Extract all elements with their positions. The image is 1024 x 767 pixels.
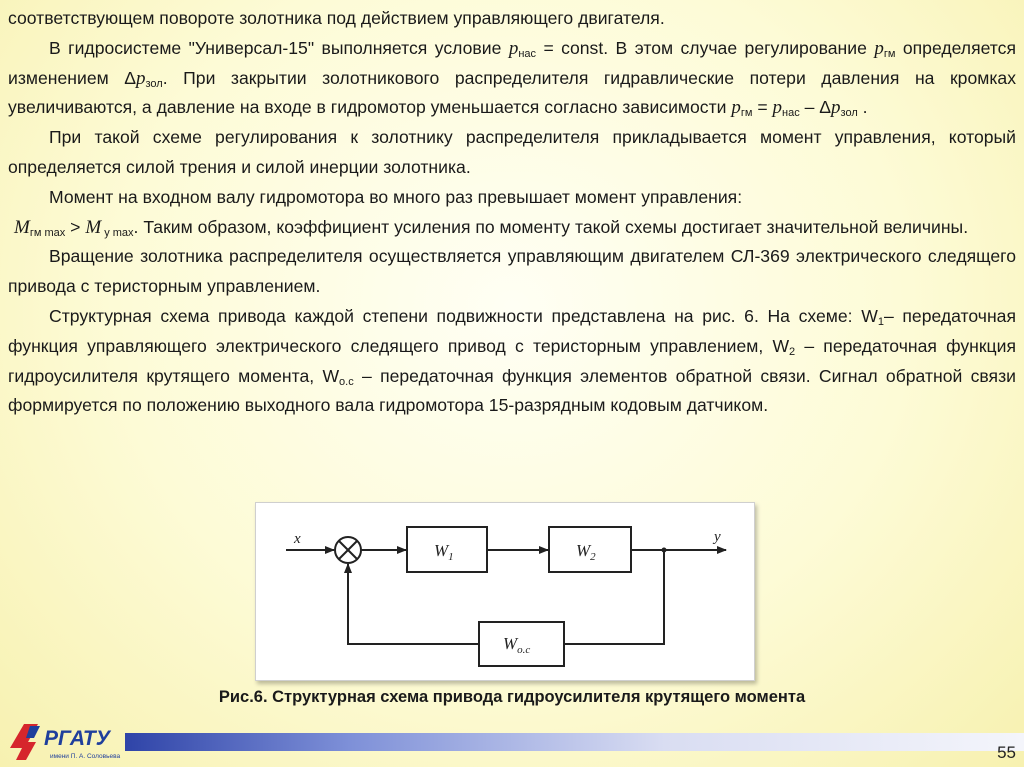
feedback-line-b bbox=[348, 564, 479, 644]
body-text bbox=[8, 4, 1016, 421]
footer-gradient-bar bbox=[125, 733, 1024, 751]
block-w1-label: $W_1$ bbox=[434, 541, 454, 563]
paragraph-5: $М_{гм max} > М$ $_{у max}$. Таким образом, коэффициент усиления по моменту такой схемы достигает значительной величины. bbox=[14, 216, 969, 239]
paragraph-1: соответствующем повороте золотника под действием управляющего двигателя. bbox=[8, 8, 665, 28]
figure-caption: Рис.6. Структурная схема привода гидроусилителя крутящего момента bbox=[218, 688, 806, 706]
block-w2-label: $W_2$ bbox=[576, 541, 596, 563]
output-label: y bbox=[714, 529, 721, 545]
paragraph-2: В гидросистеме "Универсал-15" выполняется условие $р_{нас}$ = const. В этом случае регулирование $р_{гм}$ определяется изменением $\Delta р_{зол}$. При закрытии золотникового распределителя гидравлические потери давления на кромках увеличиваются, а давление на входе в гидромотор уменьшается согласно зависимости $р_{гм} = р_{нас} - \Delta р_{зол}$ . bbox=[8, 37, 1017, 120]
paragraph-3: При такой схеме регулирования к золотнику распределителя прикладывается момент управления, который определяется силой трения и силой инерции золотника. bbox=[8, 127, 1016, 177]
page-number: 55 bbox=[997, 743, 1016, 762]
logo-text: РГАТУ bbox=[44, 727, 110, 750]
paragraph-6: Вращение золотника распределителя осуществляется управляющим двигателем СЛ-369 электрического следящего привода с теристорным управлением. bbox=[8, 246, 1016, 297]
paragraph-7: Структурная схема привода каждой степени подвижности представлена на рис. 6. На схеме: $W_1-$ передаточная функция управляющего электрического следящего привод с теристорным управлением, $W_2$ – передаточная функция гидроусилителя крутящего момента, $W_{о.с}$ – передаточная функция элементов обратной связи. Сигнал обратной связи формируется по положению выходного вала гидромотора 15-разрядным кодовым датчиком. bbox=[8, 305, 1016, 416]
university-logo bbox=[6, 718, 124, 764]
footer bbox=[0, 716, 1024, 767]
block-woc-label: $W_{o.c}$ bbox=[503, 634, 531, 656]
branch-point bbox=[662, 548, 667, 553]
paragraph-4: Момент на входном валу гидромотора во много раз превышает момент управления: bbox=[49, 186, 743, 207]
feedback-line-a bbox=[564, 550, 664, 644]
block-diagram-svg bbox=[256, 503, 754, 680]
input-label: x bbox=[294, 531, 301, 547]
block-diagram bbox=[255, 502, 755, 681]
logo-subtext: имени П. А. Соловьева bbox=[50, 753, 121, 760]
